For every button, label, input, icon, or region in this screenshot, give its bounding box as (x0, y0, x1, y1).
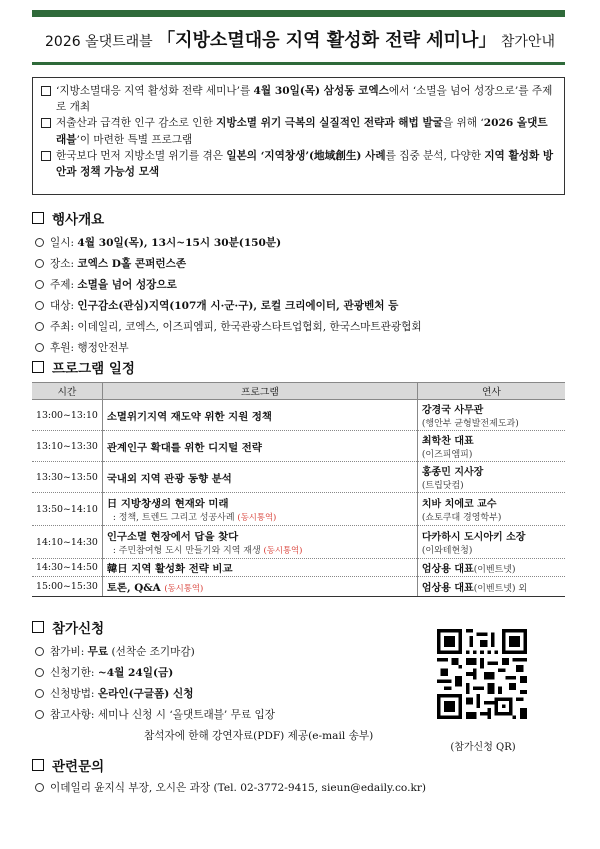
section-program-heading: 프로그램 일정 (32, 357, 135, 377)
table-row: 15:00~15:30 토론, Q&A (동시통역) 엄상용 대표(이벤트넷) 외 (32, 577, 565, 597)
column-header-speaker: 연사 (417, 383, 565, 400)
register-item-note: 참고사항: 세미나 신청 시 ‘올댓트래블’ 무료 입장 (35, 707, 275, 722)
circle-bullet-icon (35, 343, 44, 352)
circle-bullet-icon (35, 647, 44, 656)
table-row: 13:00~13:10 소멸위기지역 재도약 위한 지원 정책 강경국 사무관 (행안부 균형발전제도과) (32, 400, 565, 431)
register-note-line2: 참석자에 한해 강연자료(PDF) 제공(e-mail 송부) (144, 730, 374, 742)
top-green-bar (32, 10, 565, 17)
intro-item: 한국보다 먼저 지방소멸 위기를 겪은 일본의 ‘지역창생’(地域創生) 사례를 집중 분석, 다양한 지역 활성화 방안과 정책 가능성 모색 (41, 148, 556, 180)
circle-bullet-icon (35, 322, 44, 331)
checkbox-icon (41, 118, 51, 128)
overview-item-target: 대상: 인구감소(관심)지역(107개 시·군·구), 로컬 크리에이터, 관광벤처 등 (35, 298, 398, 313)
section-register-heading: 참가신청 (32, 617, 104, 637)
overview-item-host: 주최: 이데일리, 코엑스, 이즈피엠피, 한국관광스타트업협회, 한국스마트관광협회 (35, 319, 422, 334)
title-suffix: 참가안내 (496, 34, 555, 50)
title-main: 「지방소멸대응 지역 활성화 전략 세미나」 (157, 30, 497, 51)
table-row: 13:30~13:50 국내외 지역 관광 동향 분석 홍종민 지사장 (트립닷컴) (32, 462, 565, 493)
checkbox-icon (41, 151, 51, 161)
intro-box (32, 77, 565, 195)
program-table (32, 382, 565, 597)
qr-code-icon[interactable] (437, 629, 527, 719)
square-bullet-icon (32, 212, 44, 224)
section-overview-heading: 행사개요 (32, 208, 104, 228)
register-item-deadline: 신청기한: ~4월 24일(금) (35, 665, 173, 680)
square-bullet-icon (32, 361, 44, 373)
column-header-time: 시간 (32, 383, 102, 400)
table-row: 14:10~14:30 인구소멸 현장에서 답을 찾다 : 주민참여형 도시 만들기와 지역 재생 (동시통역) 다카하시 도시아키 소장 (이와테현청) (32, 526, 565, 559)
overview-item-date: 일시: 4월 30일(목), 13시~15시 30분(150분) (35, 235, 281, 250)
circle-bullet-icon (35, 301, 44, 310)
table-header-row (32, 383, 565, 400)
square-bullet-icon (32, 759, 44, 771)
overview-item-theme: 주제: 소멸을 넘어 성장으로 (35, 277, 177, 292)
overview-item-sponsor: 후원: 행정안전부 (35, 340, 129, 355)
register-item-fee: 참가비: 무료 (선착순 조기마감) (35, 644, 195, 659)
table-row: 14:30~14:50 韓日 지역 활성화 전략 비교 엄상용 대표(이벤트넷) (32, 559, 565, 577)
circle-bullet-icon (35, 689, 44, 698)
title-prefix: 2026 올댓트래블 (45, 34, 158, 50)
table-row: 13:50~14:10 日 지방창생의 현재와 미래 : 정책, 트렌드 그리고 성공사례 (동시통역) 치바 치에코 교수 (쇼토쿠대 경영학부) (32, 493, 565, 526)
column-header-program: 프로그램 (102, 383, 417, 400)
table-row: 13:10~13:30 관계인구 확대를 위한 디지털 전략 최학찬 대표 (이즈피엠피) (32, 431, 565, 462)
circle-bullet-icon (35, 783, 44, 792)
intro-item: 저출산과 급격한 인구 감소로 인한 지방소멸 위기 극복의 실질적인 전략과 해법 발굴을 위해 ‘2026 올댓트래블’이 마련한 특별 프로그램 (41, 115, 556, 147)
register-item-method: 신청방법: 온라인(구글폼) 신청 (35, 686, 193, 701)
circle-bullet-icon (35, 238, 44, 247)
circle-bullet-icon (35, 710, 44, 719)
intro-item: ‘지방소멸대응 지역 활성화 전략 세미나’를 4월 30일(목) 삼성동 코엑스에서 ‘소멸을 넘어 성장으로’를 주제로 개최 (41, 83, 556, 115)
section-contact-heading: 관련문의 (32, 755, 104, 775)
circle-bullet-icon (35, 280, 44, 289)
contact-info: 이데일리 윤지식 부장, 오시은 과장 (Tel. 02-3772-9415, sieun@edaily.co.kr) (35, 780, 426, 795)
circle-bullet-icon (35, 259, 44, 268)
page-title (0, 26, 600, 52)
title-underline (32, 62, 565, 65)
overview-item-venue: 장소: 코엑스 D홀 콘퍼런스존 (35, 256, 186, 271)
square-bullet-icon (32, 621, 44, 633)
circle-bullet-icon (35, 668, 44, 677)
checkbox-icon (41, 86, 51, 96)
qr-caption: (참가신청 QR) (450, 742, 516, 753)
